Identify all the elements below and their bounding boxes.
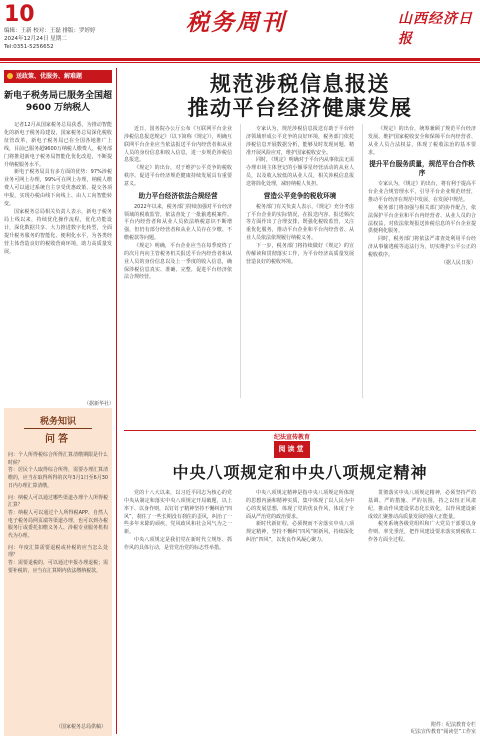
qa-question: 问：年度汇算需要退税或补税的应当怎么处理？ bbox=[8, 544, 108, 559]
paragraph: 中央八项规定精神是指中央八项规定所体现的思想内涵和精神实质，集中体现了以人民为中心的发展思想，体现了党的优良作风，体现了全面从严治党的政治要求。 bbox=[246, 490, 354, 520]
paragraph: 贯彻落实中央八项规定精神，必须坚持严的基调、严的措施、严的氛围，持之以恒正风肃纪，推动作风建设常态化长效化，以作风建设新成效汇聚推动高质量发展的强大正能量。 bbox=[368, 490, 476, 520]
badge-caption: 纪法宣传教育 bbox=[273, 434, 310, 441]
paragraph: 新时代新征程，必须锲而不舍落实中央八项规定精神，坚持不懈纠“四风”树新风，持续深化纠治“四风”，以优良作风凝心聚力。 bbox=[246, 521, 354, 544]
meta-line: 编辑：王新 校对：王磊 排版：罗婷婷 bbox=[4, 28, 96, 34]
paragraph: 专家认为，规范涉税信息报送有助于平台经济领域形成公平竞争的良好环境，税务部门依托涉税信息开展数据分析，能够及时发现问题、精准开展风险应对，维护国家税收安全。 bbox=[246, 126, 354, 156]
bottom-headline: 中央八项规定和中央八项规定精神 bbox=[172, 463, 428, 482]
qa-question: 问：纳税人可以通过哪些渠道办理个人所得税汇算？ bbox=[8, 494, 108, 509]
masthead bbox=[0, 0, 480, 66]
badge-seal: 阅读堂 bbox=[274, 441, 310, 458]
edition-meta bbox=[4, 27, 134, 52]
paragraph: 下一步，税务部门将持续做好《规定》的宣传解读和贯彻落实工作，为平台经济高质量发展营造良好的税收环境。 bbox=[246, 242, 354, 265]
paragraph: 党的十八大以来，以习近平同志为核心的党中央从制定和落实中央八项规定开局破题，以上率下、以身作则，以钉钉子精神坚持不懈纠治“四风”，刹住了一些长期没有刹住的歪风，纠治了一些多年未除的顽疾，党风政风和社会风气为之一新。 bbox=[124, 490, 232, 536]
qa-answer: 答：居民个人取得综合所得，需要办理汇算清缴的，应当在取得所得的次年3月1日至6月30日内办理汇算清缴。 bbox=[8, 467, 108, 489]
left-article-title: 新电子税务局已服务全国超 9600 万纳税人 bbox=[4, 91, 113, 113]
paragraph: 2022年以来，税务部门持续加强对平台经济领域的税收监管，依法查处了一批偷逃税案件。平台内经营者和从业人员依法纳税意识不断增强，但仍有部分经营者和从业人员存在少缴、不缴税款等问题。 bbox=[124, 203, 232, 242]
newspaper-logo: 山西经济日报 bbox=[398, 11, 473, 47]
paragraph: 近日，国务院办公厅公布《互联网平台企业涉税信息报送规定》（以下简称《规定》），明确互联网平台企业应当依法报送平台内经营者和从业人员的身份信息和收入信息，进一步规范涉税信息报送。 bbox=[124, 126, 232, 164]
bottom-column-3 bbox=[368, 490, 476, 545]
paragraph: 《规定》的出台，统筹兼顾了规范平台经济发展、维护国家税收安全和保障平台内经营者、从业人员合法权益，体现了税收法治的基本要求。 bbox=[368, 126, 476, 156]
section-rule bbox=[124, 430, 476, 431]
meta-line: Tel:0351-5256652 bbox=[4, 44, 54, 51]
qa-question: 问：个人所得税综合所得汇算清缴期限是什么时候？ bbox=[8, 452, 108, 466]
article-source: （据人民日报） bbox=[440, 259, 476, 266]
paragraph: 中央八项规定是我们党在新时代立规矩、抓作风的具体行动，是管党治党的标志性举措。 bbox=[124, 537, 232, 551]
heading-divider bbox=[24, 428, 92, 429]
section-banner: 送政策、优服务、解难题 bbox=[4, 70, 112, 83]
paragraph: 《规定》的出台，对于维护公平竞争的税收秩序、促进平台经济规范健康持续发展具有重要意义。 bbox=[124, 165, 232, 187]
bottom-column-2 bbox=[246, 490, 354, 545]
paragraph: 同时，税务部门将依法严肃查处利用平台经济从事偷逃税等违法行为，切实维护公平公正的税收秩序。 bbox=[368, 236, 476, 258]
paragraph: 记者12月从国家税务总局获悉，为推动智能化的新电子税务局建设，国家税务总局深化税收征管改革，新电子税务局已在全国各地推广上线，目前已服务超9600万纳税人缴费人，税务部门将推进新电子税务局智能化优化改进，不断提升纳税服务水平。 bbox=[4, 122, 112, 168]
supplement-title: 税务周刊 bbox=[186, 9, 286, 36]
article-column-1 bbox=[124, 126, 232, 282]
headline-line-1: 规范涉税信息报送 bbox=[210, 71, 390, 96]
tax-knowledge-box bbox=[4, 408, 112, 736]
headline-line-2: 推动平台经济健康发展 bbox=[187, 95, 413, 120]
subhead: 营造公平竞争的税收环境 bbox=[263, 191, 337, 200]
footer-line: 附件：纪法教育专栏 bbox=[430, 722, 476, 728]
tax-knowledge-heading bbox=[18, 414, 98, 448]
article-source: （据新华社） bbox=[84, 401, 115, 407]
page-number: 10 bbox=[4, 2, 35, 27]
paragraph: 国家税务总局相关负责人表示，新电子税务局上线以来，持续优化操作流程，优化功能设计，深化数据共享、大力推进数字化转型，全面提升税务服务的智能化、便利化水平，为各类经营主体营造良好的税收营商环境，助力高质量发展。 bbox=[4, 208, 112, 255]
paragraph: 税务部门将加强与相关部门的协作配合，依法保护平台企业和平台内经营者、从业人员的合法权益，对依法依规报送涉税信息的平台企业提供便利化服务。 bbox=[368, 204, 476, 235]
paragraph: 专家认为，《规定》的出台，将有利于提高平台企业合规管理水平，引导平台企业规范经营，推动平台经济在规范中发展、在发展中规范。 bbox=[368, 181, 476, 204]
column-divider bbox=[240, 124, 241, 398]
paragraph: 税务部门有关负责人表示，《规定》充分考虑了平台企业的实际情况，在报送内容、报送频次等方面作出了合理安排，既强化税收监管，又注重优化服务，推动平台企业和平台内经营者、从业人员依法依规履行纳税义务。 bbox=[246, 203, 354, 242]
paragraph: 同时，《规定》明确对于平台内从事依法无需办理市场主体登记的小额零星经营活动的从业人员，以及收入较低的从业人员，相关涉税信息报送将简化处理，减轻纳税人负担。 bbox=[246, 157, 354, 187]
education-badge bbox=[262, 432, 322, 460]
masthead-rule bbox=[0, 58, 480, 61]
qa-source: （国家税务总局供稿） bbox=[55, 724, 106, 730]
subhead: 提升平台服务质量，规范平台合作秩序 bbox=[369, 160, 475, 178]
qa-list bbox=[8, 452, 108, 576]
article-column-2 bbox=[246, 126, 354, 267]
paragraph: 新电子税务局具有多方面的优势：97%涉税业务可网上办理，99%可在网上办理，纳税人缴费人可以通过系统自主享受优惠政策、提交各项申报，实现办税由线下向线上、由人工向智能转变。 bbox=[4, 169, 112, 208]
meta-line: 2024年12月24日 星期二 bbox=[4, 36, 67, 43]
bottom-column-1 bbox=[124, 490, 232, 553]
main-headline bbox=[124, 72, 476, 120]
tax-knowledge-heading-top: 税务知识 bbox=[39, 417, 76, 427]
column-divider bbox=[362, 124, 363, 398]
left-sidebar bbox=[4, 66, 115, 738]
article-column-3 bbox=[368, 126, 476, 268]
column-divider bbox=[116, 68, 117, 734]
bottom-footer bbox=[392, 722, 476, 736]
left-article-body bbox=[4, 122, 112, 256]
paragraph: 税务系统各级党组织和广大党员干部要以身作则、率先垂范，把作风建设要求落实到税收工作各方面全过程。 bbox=[368, 521, 476, 544]
qa-answer: 答：需要退税的，可以通过申报办理退税；需要补税的，应当在汇算期内依法缴纳税款。 bbox=[8, 560, 108, 574]
tax-knowledge-heading-bottom: 问答 bbox=[45, 434, 71, 445]
qa-answer: 答：纳税人可以通过个人所得税APP、自然人电子税务局网页端等渠道办理，也可以到办税服务厅或委托扣缴义务人、涉税专业服务机构代为办理。 bbox=[8, 509, 108, 540]
masthead-rule-thin bbox=[0, 62, 480, 63]
subhead: 助力平台经济依法合规经营 bbox=[138, 191, 218, 200]
footer-line: 纪法宣传教育“阅读堂”工作室 bbox=[410, 729, 476, 735]
paragraph: 《规定》明确，平台企业应当在每季度终了的次月内向主管税务机关报送平台内经营者和从业人员的身份信息以及上一季度的收入信息，确保涉税信息真实、准确、完整，促进平台经济依法合规经营。 bbox=[124, 242, 232, 281]
